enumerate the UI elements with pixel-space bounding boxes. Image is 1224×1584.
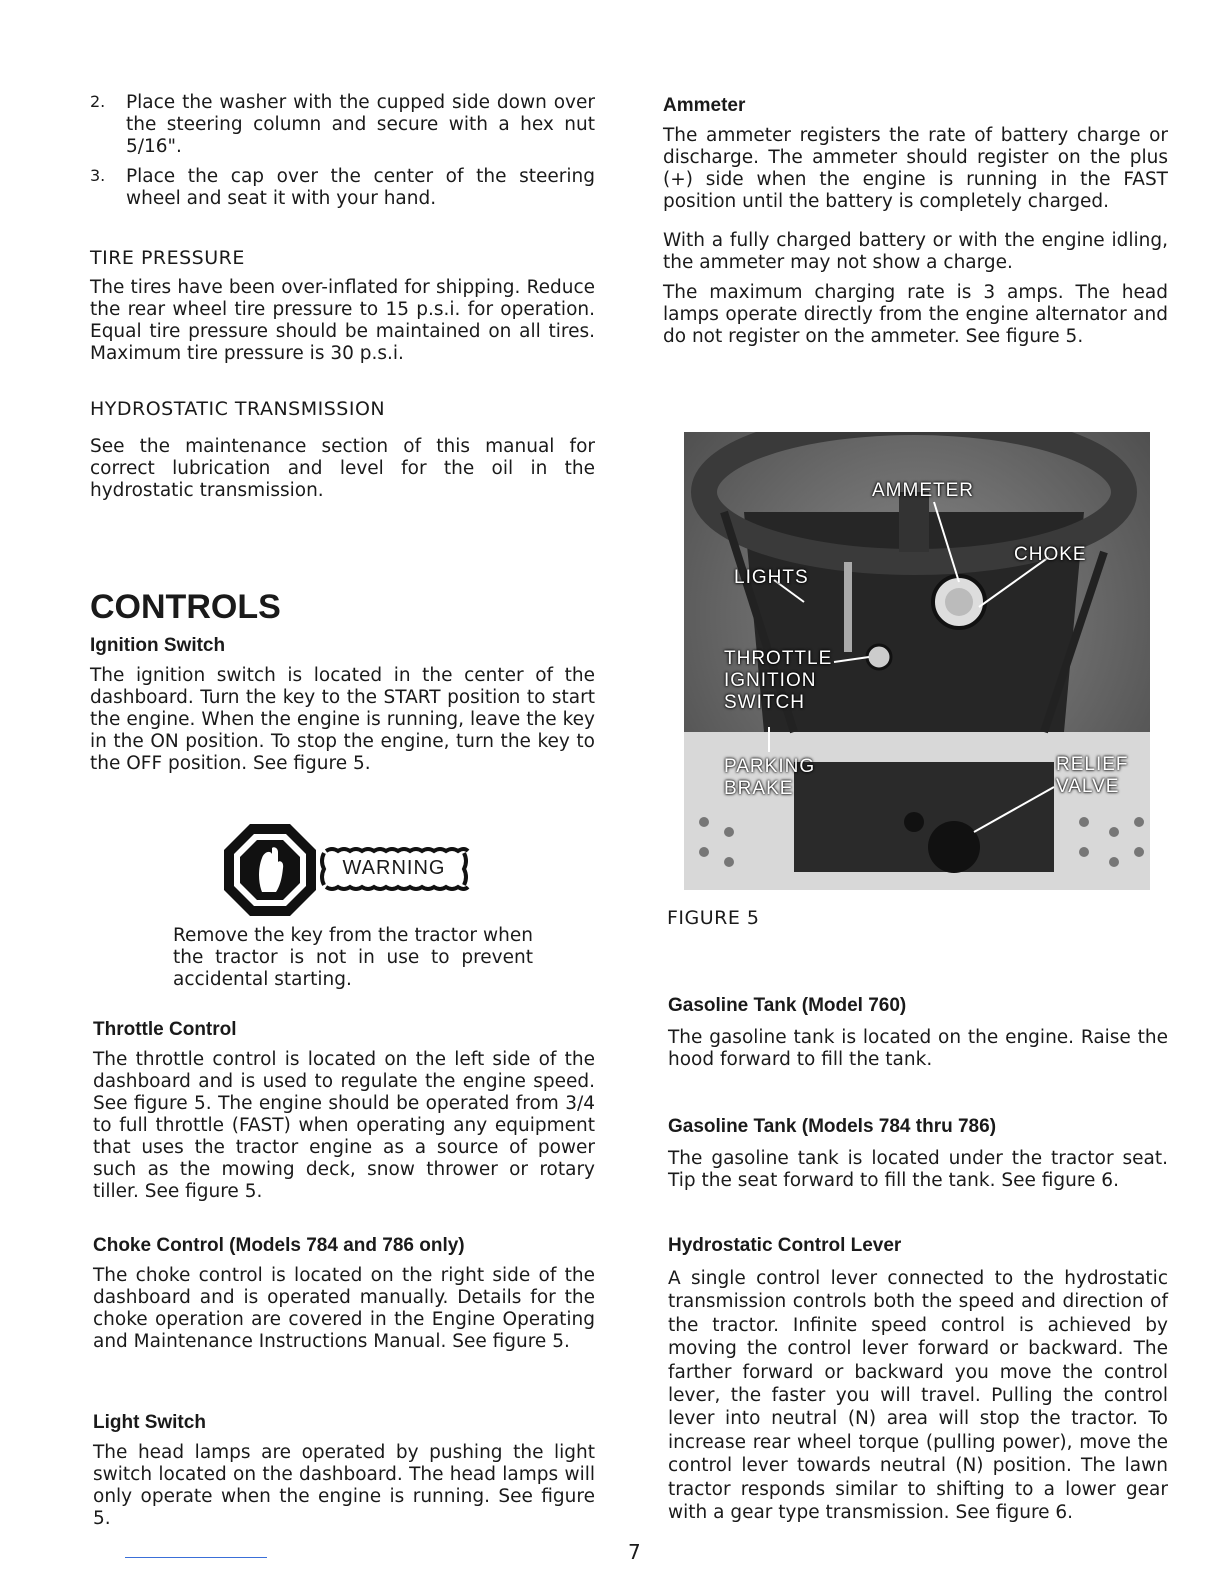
warning-badge — [318, 845, 470, 893]
label-ammeter: AMMETER — [872, 480, 974, 501]
label-choke: CHOKE — [1014, 544, 1087, 565]
hydrostatic-transmission-section — [90, 398, 595, 502]
light-body: The head lamps are operated by pushing the light switch located on the dashboard. The head lamps will only operate when the engine is running. See figure 5. — [93, 1442, 595, 1529]
step-number: 3. — [90, 166, 106, 185]
step-3 — [90, 166, 595, 210]
label-throttle: THROTTLE — [724, 648, 833, 669]
light-heading: Light Switch — [93, 1412, 206, 1433]
section-heading: HYDROSTATIC TRANSMISSION — [90, 398, 386, 420]
throttle-section — [93, 1019, 595, 1203]
section-heading: TIRE PRESSURE — [90, 247, 245, 269]
figure-5-photo — [684, 432, 1150, 890]
choke-heading: Choke Control (Models 784 and 786 only) — [93, 1235, 465, 1256]
section-body: The tires have been over-inflated for shipping. Reduce the rear wheel tire pressure to 15 p.s.i. for operation. Equal tire pressure should be maintained on all tires. Maximum tire pressure is 30 p.s.i. — [90, 277, 595, 364]
hydro-lever-section — [668, 1235, 1168, 1524]
gas-tank-784-section — [668, 1116, 1168, 1192]
section-body: See the maintenance section of this manual for correct lubrication and level for the oil in the hydrostatic transmission. — [90, 436, 595, 501]
step-text: Place the cap over the center of the steering wheel and seat it with your hand. — [126, 166, 595, 209]
label-lights: LIGHTS — [734, 567, 809, 588]
controls-section — [90, 588, 595, 775]
choke-body: The choke control is located on the right side of the dashboard and is operated manually. Details for the choke operation are covered in the Engine Operating and Maintenance Instructions Manual. See figure 5. — [93, 1265, 595, 1352]
gas-784-body: The gasoline tank is located under the tractor seat. Tip the seat forward to fill the tank. See figure 6. — [668, 1148, 1168, 1191]
ammeter-p2: With a fully charged battery or with the engine idling, the ammeter may not show a charge. — [663, 230, 1168, 273]
label-switch: SWITCH — [724, 692, 805, 713]
warning-label: WARNING — [342, 857, 446, 879]
label-parking: PARKING — [724, 756, 816, 777]
step-number: 2. — [90, 92, 106, 111]
page-number: 7 — [628, 1540, 641, 1564]
ammeter-p1: The ammeter registers the rate of battery charge or discharge. The ammeter should register on the plus (+) side when the engine is running in the FAST position until the battery is completely charged. — [663, 125, 1168, 212]
label-valve: VALVE — [1056, 776, 1120, 797]
hydro-lever-body: A single control lever connected to the hydrostatic transmission controls both the speed and direction of the tractor. Infinite speed control is achieved by moving the control lever forward or backward. The farther forward or backward you move the control lever, the faster you will travel. Pulling the control lever into neutral (N) area will stop the tractor. To increase rear wheel torque (pulling power), move the control lever towards neutral (N) position. The lawn tractor responds similar to shifting to a lower gear with a gear type transmission. See figure 6. — [668, 1268, 1168, 1524]
stop-hand-icon — [222, 822, 318, 918]
gas-760-heading: Gasoline Tank (Model 760) — [668, 995, 907, 1016]
warning-text-block — [173, 925, 533, 991]
throttle-body: The throttle control is located on the left side of the dashboard and is used to regulate the engine speed. See figure 5. The engine should be operated from 3/4 to full throttle (FAST) when operating any equipment that uses the tractor engine as a source of power such as the mowing deck, snow thrower or rotary tiller. See figure 5. — [93, 1049, 595, 1202]
figure-caption: FIGURE 5 — [667, 907, 760, 929]
ammeter-p3: The maximum charging rate is 3 amps. The head lamps operate directly from the engine alternator and do not register on the ammeter. See figure 5. — [663, 282, 1168, 347]
gas-784-heading: Gasoline Tank (Models 784 thru 786) — [668, 1116, 997, 1137]
label-relief: RELIEF — [1056, 754, 1129, 775]
light-section — [93, 1412, 595, 1530]
ignition-body: The ignition switch is located in the center of the dashboard. Turn the key to the START position to start the engine. When the engine is running, leave the key in the ON position. To stop the engine, turn the key to the OFF position. See figure 5. — [90, 665, 595, 774]
ignition-heading: Ignition Switch — [90, 635, 226, 656]
label-ignition: IGNITION — [724, 670, 817, 691]
footer-rule — [125, 1557, 267, 1558]
step-text: Place the washer with the cupped side down over the steering column and secure with a hex nut 5/16". — [126, 92, 595, 157]
label-brake: BRAKE — [724, 778, 794, 799]
step-list — [90, 92, 595, 210]
hydro-lever-heading: Hydrostatic Control Lever — [668, 1235, 902, 1256]
gas-tank-760-section — [668, 995, 1168, 1071]
warning-text: Remove the key from the tractor when the tractor is not in use to prevent accidental starting. — [173, 925, 533, 990]
figure-caption-block — [667, 907, 760, 929]
ammeter-section — [663, 95, 1168, 348]
controls-title: CONTROLS — [90, 588, 281, 626]
gas-760-body: The gasoline tank is located on the engine. Raise the hood forward to fill the tank. — [668, 1027, 1168, 1070]
choke-section — [93, 1235, 595, 1353]
throttle-heading: Throttle Control — [93, 1019, 237, 1040]
step-2 — [90, 92, 595, 158]
ammeter-heading: Ammeter — [663, 95, 746, 116]
tire-pressure-section — [90, 247, 595, 365]
